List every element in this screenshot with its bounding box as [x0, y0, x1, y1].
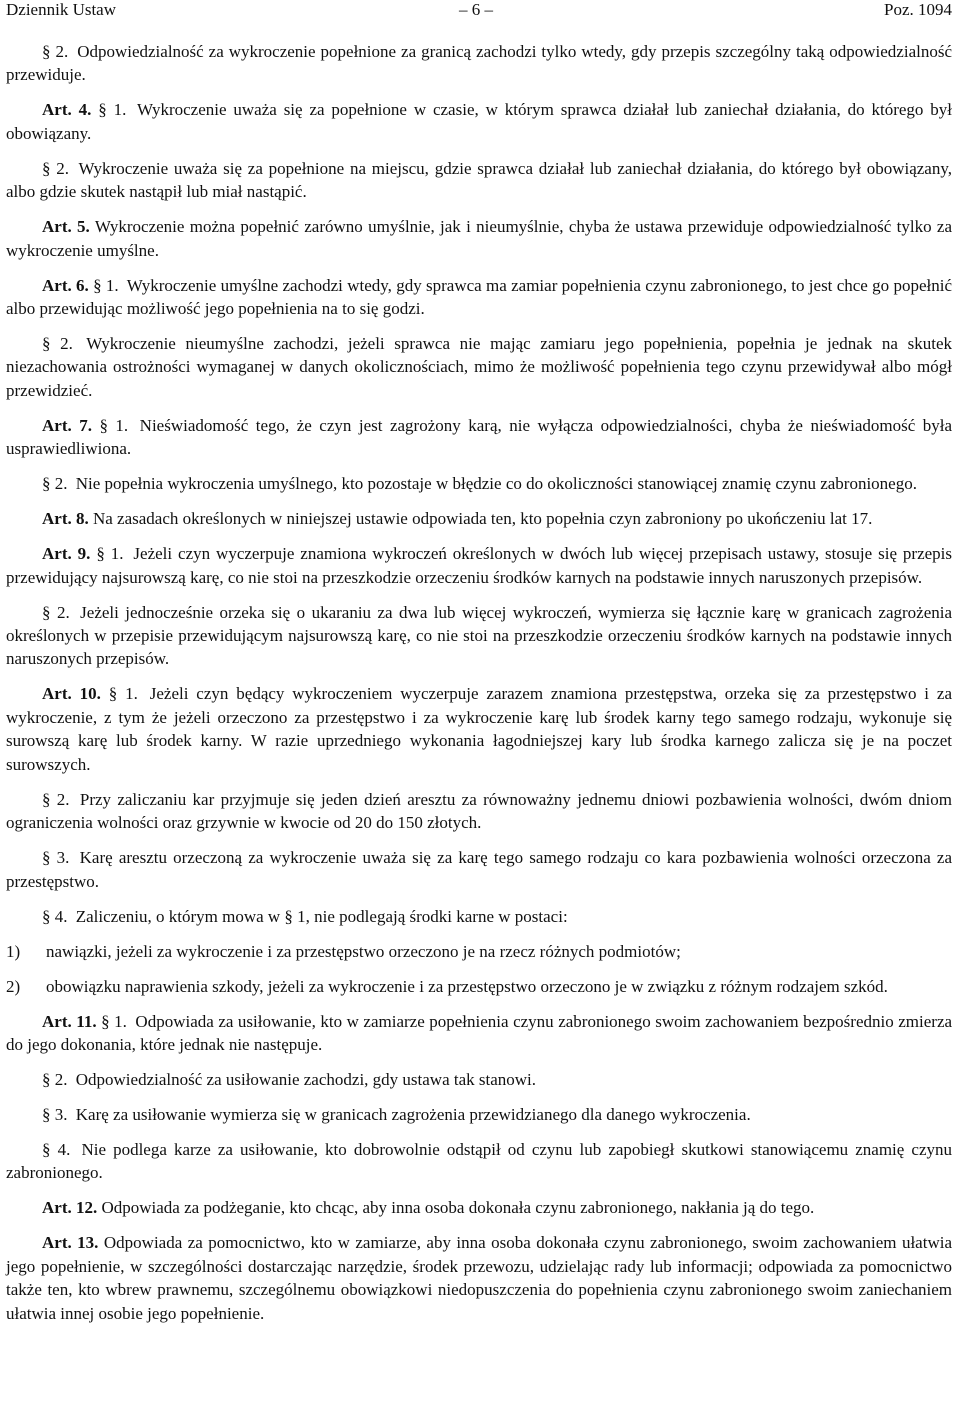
- paragraph-text: Jeżeli czyn będący wykroczeniem wyczerpuje zarazem znamiona przestępstwa, orzeka się za przestępstwo i za wykroczenie, z tym że jeżeli orzeczono za przestępstwo i za wykroczenie karę lub środek karny tego samego rodzaju, wykonuje się surowszą karę lub środek karny. W razie uprzedniego wykonania łagodniejszej kary lub środka karnego zalicza się je na poczet surowszych.: [6, 684, 952, 774]
- article-paragraph: [6, 788, 952, 835]
- article-paragraph: [6, 274, 952, 321]
- paragraph-text: Zaliczeniu, o którym mowa w § 1, nie podlegają środki karne w postaci:: [75, 906, 568, 926]
- article-number: Art. 6.: [42, 275, 89, 295]
- article-paragraph: [6, 1138, 952, 1185]
- article-paragraph: [6, 215, 952, 262]
- paragraph-text: Jeżeli jednocześnie orzeka się o ukaraniu za dwa lub więcej wykroczeń, wymierza się łącznie karę w granicach zagrożenia określonych w przepisie przewidującym najsurowszą karę, co nie stoi na przeszkodzie orzeczeniu środków karnych na podstawie innych naruszonych przepisów.: [6, 602, 953, 669]
- section-number: § 3.: [42, 1104, 68, 1124]
- list-item: [6, 940, 952, 963]
- article-paragraph: [6, 1068, 952, 1091]
- section-number: § 2.: [42, 602, 70, 622]
- article-paragraph: [6, 98, 952, 145]
- section-number: § 3.: [42, 848, 70, 868]
- article-paragraph: [6, 1231, 952, 1325]
- article-paragraph: [6, 1010, 952, 1057]
- article-paragraph: [6, 542, 952, 589]
- section-number: § 2.: [42, 42, 69, 61]
- article-paragraph: [6, 414, 952, 461]
- position-number: Poz. 1094: [884, 0, 952, 19]
- paragraph-text: Odpowiada za usiłowanie, kto w zamiarze popełnienia czynu zabronionego swoim zachowaniem bezpośrednio zmierza do jego dokonania, które jednak nie następuje.: [6, 1011, 953, 1054]
- article-number: Art. 7.: [42, 415, 92, 435]
- article-number: Art. 4.: [42, 100, 92, 120]
- paragraph-text: Nieświadomość tego, że czyn jest zagrożony karą, nie wyłącza odpowiedzialności, chyba że nieświadomość była usprawiedliwiona.: [6, 415, 953, 459]
- section-number: § 4.: [42, 1139, 71, 1159]
- article-paragraph: [6, 472, 952, 495]
- list-item: [6, 975, 952, 998]
- paragraph-text: Wykroczenie uważa się za popełnione w czasie, w którym sprawca działał lub zaniechał działania, do którego był obowiązany.: [6, 100, 953, 143]
- article-paragraph: [6, 157, 952, 204]
- journal-title: Dziennik Ustaw: [6, 0, 117, 19]
- section-number: § 1.: [99, 415, 129, 435]
- section-number: § 1.: [108, 684, 138, 704]
- paragraph-text: Karę za usiłowanie wymierza się w granicach zagrożenia przewidzianego dla danego wykroczenia.: [75, 1104, 751, 1124]
- paragraph-text: Wykroczenie umyślne zachodzi wtedy, gdy sprawca ma zamiar popełnienia czynu zabronionego, to jest chce go popełnić albo przewidując możliwość jego popełnienia na to się godzi.: [6, 275, 953, 319]
- article-paragraph: [6, 1196, 952, 1219]
- article-number: Art. 13.: [42, 1233, 99, 1253]
- paragraphs-block-2: [6, 1010, 952, 1325]
- section-number: § 2.: [42, 474, 68, 494]
- article-paragraph: [6, 601, 952, 671]
- section-number: § 1.: [93, 275, 119, 295]
- paragraph-text: Odpowiada za podżeganie, kto chcąc, aby inna osoba dokonała czynu zabronionego, nakłania ją do tego.: [101, 1198, 815, 1218]
- paragraph-text: Nie podlega karze za usiłowanie, kto dobrowolnie odstąpił od czynu lub zapobiegł skutkowi stanowiącemu znamię czynu zabronionego.: [6, 1139, 953, 1183]
- section-number: § 2.: [42, 1069, 68, 1089]
- document-body: [6, 40, 952, 1325]
- paragraph-text: Wykroczenie uważa się za popełnione na miejscu, gdzie sprawca działał lub zaniechał działania, do którego był obowiązany, albo gdzie skutek nastąpił lub miał nastąpić.: [6, 158, 953, 202]
- article-number: Art. 11.: [42, 1011, 97, 1031]
- section-number: § 2.: [42, 158, 70, 178]
- paragraph-text: Odpowiedzialność za wykroczenie popełnione za granicą zachodzi tylko wtedy, gdy przepis szczególny taką odpowiedzialność przewiduje.: [6, 42, 953, 85]
- section-number: § 1.: [96, 544, 124, 564]
- paragraph-text: Nie popełnia wykroczenia umyślnego, kto pozostaje w błędzie co do okoliczności stanowiącej znamię czynu zabronionego.: [75, 474, 917, 494]
- article-number: Art. 5.: [42, 217, 90, 237]
- list-item-text: nawiązki, jeżeli za wykroczenie i za przestępstwo orzeczono je na rzecz różnych podmiotów;: [46, 941, 681, 961]
- article-number: Art. 9.: [42, 544, 91, 564]
- section-number: § 4.: [42, 906, 68, 926]
- page-header: [6, 0, 952, 22]
- enumerated-list: [6, 940, 952, 998]
- paragraph-text: Jeżeli czyn wyczerpuje znamiona wykroczeń określonych w dwóch lub więcej przepisach ustawy, stosuje się przepis przewidujący najsurowszą karę, co nie stoi na przeszkodzie orzeczeniu środków karnych na podstawie innych naruszonych przepisów.: [6, 544, 953, 587]
- section-number: § 2.: [42, 334, 73, 354]
- article-paragraph: [6, 905, 952, 928]
- paragraphs-block-1: [6, 40, 952, 928]
- section-number: § 1.: [101, 1011, 127, 1031]
- list-item-number: 1): [6, 941, 21, 961]
- section-number: § 1.: [98, 100, 127, 120]
- section-number: § 2.: [42, 789, 70, 809]
- paragraph-text: Odpowiada za pomocnictwo, kto w zamiarze, aby inna osoba dokonała czynu zabronionego, swoim zachowaniem ułatwia jego popełnienie, w szczególności dostarczając narzędzie, środek przewozu, udzielając rady lub informacji; odpowiada za pomocnictwo także ten, kto wbrew prawnemu, szczególnemu obowiązkowi niedopuszczenia do popełnienia czynu zabronionego swoim zaniechaniem ułatwia innej osobie jego popełnienie.: [6, 1233, 952, 1323]
- article-paragraph: [6, 332, 952, 402]
- paragraph-text: Odpowiedzialność za usiłowanie zachodzi, gdy ustawa tak stanowi.: [75, 1069, 537, 1089]
- article-paragraph: [6, 40, 952, 87]
- article-number: Art. 12.: [42, 1198, 98, 1218]
- article-paragraph: [6, 846, 952, 893]
- paragraph-text: Wykroczenie można popełnić zarówno umyślnie, jak i nieumyślnie, chyba że ustawa przewiduje odpowiedzialność tylko za wykroczenie umyślne.: [6, 217, 952, 260]
- article-number: Art. 8.: [42, 509, 89, 529]
- paragraph-text: Na zasadach określonych w niniejszej ustawie odpowiada ten, kto popełnia czyn zabroniony po ukończeniu lat 17.: [92, 509, 873, 529]
- article-paragraph: [6, 682, 952, 776]
- list-item-text: obowiązku naprawienia szkody, jeżeli za wykroczenie i za przestępstwo orzeczono je w związku z różnym rodzajem szkód.: [46, 976, 888, 996]
- article-number: Art. 10.: [42, 684, 101, 704]
- paragraph-text: Karę aresztu orzeczoną za wykroczenie uważa się za karę tego samego rodzaju co kara pozbawienia wolności orzeczona za przestępstwo.: [6, 848, 953, 891]
- list-item-number: 2): [6, 976, 21, 996]
- paragraph-text: Wykroczenie nieumyślne zachodzi, jeżeli sprawca nie mając zamiaru jego popełnienia, popełnia je jednak na skutek niezachowania ostrożności wymaganej w danych okolicznościach, mimo że możliwość popełnienia tego czynu przewidywał albo mógł przewidzieć.: [6, 334, 952, 400]
- article-paragraph: [6, 507, 952, 530]
- article-paragraph: [6, 1103, 952, 1126]
- page-number: – 6 –: [459, 0, 493, 19]
- paragraph-text: Przy zaliczaniu kar przyjmuje się jeden dzień aresztu za równoważny jednemu dniowi pozbawienia wolności, dwóm dniom ograniczenia wolności oraz grzywnie w kwocie od 20 do 150 złotych.: [6, 789, 952, 833]
